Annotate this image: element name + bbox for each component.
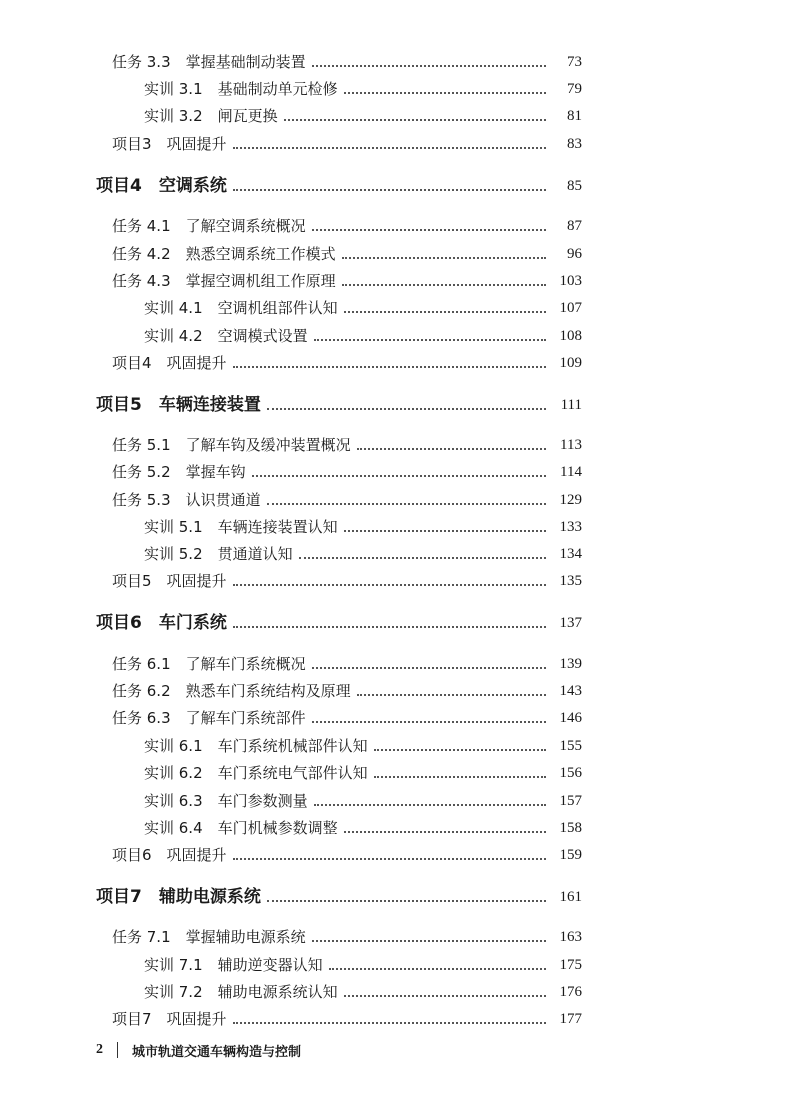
toc-entry-label: 项目7 巩固提升 bbox=[112, 1010, 227, 1028]
page-footer bbox=[96, 1040, 301, 1060]
toc-entry-page: 83 bbox=[567, 136, 582, 152]
toc-entry-task bbox=[0, 458, 790, 482]
toc-entry-label: 项目4 巩固提升 bbox=[112, 354, 227, 372]
toc-entry-label: 实训 3.2 闸瓦更换 bbox=[144, 107, 278, 125]
toc-entry-task bbox=[0, 212, 790, 236]
toc-entry-page: 81 bbox=[567, 108, 582, 124]
dot-leader bbox=[312, 228, 546, 231]
toc-entry-training bbox=[0, 102, 790, 126]
toc-entry-training bbox=[0, 787, 790, 811]
toc-entry-review bbox=[0, 349, 790, 373]
toc-entry-label: 任务 5.3 认识贯通道 bbox=[112, 491, 261, 509]
toc-entry-task bbox=[0, 486, 790, 510]
toc-entry-review bbox=[0, 130, 790, 154]
toc-entry-page: 161 bbox=[559, 889, 582, 905]
toc-entry-label: 任务 6.3 了解车门系统部件 bbox=[112, 709, 306, 727]
toc-entry-label: 项目3 巩固提升 bbox=[112, 135, 227, 153]
toc-entry-label: 项目5 巩固提升 bbox=[112, 572, 227, 590]
dot-leader bbox=[233, 857, 546, 860]
toc-entry-training bbox=[0, 978, 790, 1002]
toc-entry-page: 176 bbox=[559, 984, 582, 1000]
dot-leader bbox=[267, 407, 546, 410]
toc-entry-training bbox=[0, 322, 790, 346]
dot-leader bbox=[344, 91, 546, 94]
toc-entry-page: 137 bbox=[559, 615, 582, 631]
toc-entry-page: 155 bbox=[559, 738, 582, 754]
toc-entry-page: 159 bbox=[559, 847, 582, 863]
dot-leader bbox=[344, 529, 546, 532]
toc-entry-label: 项目4 空调系统 bbox=[96, 176, 227, 196]
toc-entry-label: 实训 6.4 车门机械参数调整 bbox=[144, 819, 338, 837]
dot-leader bbox=[233, 583, 546, 586]
toc-entry-label: 任务 5.1 了解车钩及缓冲装置概况 bbox=[112, 436, 351, 454]
dot-leader bbox=[252, 474, 546, 477]
toc-entry-label: 任务 7.1 掌握辅助电源系统 bbox=[112, 928, 306, 946]
toc-entry-label: 实训 6.2 车门系统电气部件认知 bbox=[144, 764, 368, 782]
toc-entry-label: 实训 5.2 贯通道认知 bbox=[144, 545, 293, 563]
toc-entry-page: 139 bbox=[559, 656, 582, 672]
toc-entry-training bbox=[0, 540, 790, 564]
dot-leader bbox=[344, 994, 546, 997]
footer-book-title: 城市轨道交通车辆构造与控制 bbox=[132, 1044, 302, 1060]
toc-entry-training bbox=[0, 732, 790, 756]
dot-leader bbox=[267, 502, 546, 505]
toc-entry-page: 96 bbox=[567, 246, 582, 262]
toc-entry-project bbox=[0, 883, 790, 907]
toc-entry-page: 129 bbox=[559, 492, 582, 508]
toc-entry-label: 实训 7.2 辅助电源系统认知 bbox=[144, 983, 338, 1001]
toc-entry-review bbox=[0, 1005, 790, 1029]
dot-leader bbox=[374, 775, 546, 778]
toc-entry-label: 实训 4.1 空调机组部件认知 bbox=[144, 299, 338, 317]
toc-entry-project bbox=[0, 391, 790, 415]
toc-entry-training bbox=[0, 759, 790, 783]
toc-entry-page: 163 bbox=[559, 929, 582, 945]
dot-leader bbox=[314, 803, 546, 806]
toc-entry-label: 实训 5.1 车辆连接装置认知 bbox=[144, 518, 338, 536]
dot-leader bbox=[233, 365, 546, 368]
toc-entry-label: 项目5 车辆连接装置 bbox=[96, 395, 261, 415]
toc-entry-page: 107 bbox=[559, 300, 582, 316]
toc-entry-task bbox=[0, 650, 790, 674]
toc-entry-label: 实训 7.1 辅助逆变器认知 bbox=[144, 956, 323, 974]
toc-entry-label: 实训 3.1 基础制动单元检修 bbox=[144, 80, 338, 98]
toc-entry-label: 实训 4.2 空调模式设置 bbox=[144, 327, 308, 345]
toc-entry-project bbox=[0, 609, 790, 633]
toc-entry-label: 任务 5.2 掌握车钩 bbox=[112, 463, 246, 481]
toc-entry-page: 146 bbox=[559, 710, 582, 726]
dot-leader bbox=[342, 283, 546, 286]
dot-leader bbox=[233, 188, 546, 191]
dot-leader bbox=[344, 830, 546, 833]
toc-entry-page: 85 bbox=[567, 178, 582, 194]
toc-entry-task bbox=[0, 48, 790, 72]
toc-entry-page: 156 bbox=[559, 765, 582, 781]
toc-entry-page: 133 bbox=[559, 519, 582, 535]
dot-leader bbox=[233, 625, 546, 628]
toc-entry-label: 项目6 车门系统 bbox=[96, 613, 227, 633]
toc-entry-page: 177 bbox=[559, 1011, 582, 1027]
toc-entry-label: 实训 6.3 车门参数测量 bbox=[144, 792, 308, 810]
toc-entry-page: 114 bbox=[560, 464, 582, 480]
toc-entry-training bbox=[0, 814, 790, 838]
toc-entry-label: 任务 3.3 掌握基础制动装置 bbox=[112, 53, 306, 71]
dot-leader bbox=[344, 310, 546, 313]
dot-leader bbox=[312, 939, 546, 942]
toc-entry-review bbox=[0, 567, 790, 591]
dot-leader bbox=[312, 666, 546, 669]
toc-entry-page: 135 bbox=[559, 573, 582, 589]
toc-entry-task bbox=[0, 240, 790, 264]
toc-entry-page: 87 bbox=[567, 218, 582, 234]
dot-leader bbox=[342, 256, 546, 259]
toc-entry-label: 项目7 辅助电源系统 bbox=[96, 887, 261, 907]
toc-entry-label: 任务 6.1 了解车门系统概况 bbox=[112, 655, 306, 673]
toc-entry-task bbox=[0, 431, 790, 455]
toc-entry-task bbox=[0, 704, 790, 728]
dot-leader bbox=[357, 447, 546, 450]
toc-entry-page: 134 bbox=[559, 546, 582, 562]
dot-leader bbox=[357, 693, 546, 696]
toc-entry-page: 111 bbox=[560, 397, 582, 413]
toc-entry-page: 109 bbox=[559, 355, 582, 371]
dot-leader bbox=[314, 338, 546, 341]
footer-divider bbox=[117, 1042, 118, 1058]
dot-leader bbox=[299, 556, 546, 559]
toc-entry-page: 158 bbox=[559, 820, 582, 836]
toc-entry-label: 任务 6.2 熟悉车门系统结构及原理 bbox=[112, 682, 351, 700]
toc-entry-label: 任务 4.3 掌握空调机组工作原理 bbox=[112, 272, 336, 290]
dot-leader bbox=[233, 1021, 546, 1024]
toc-entry-training bbox=[0, 75, 790, 99]
toc-entry-review bbox=[0, 841, 790, 865]
toc-entry-label: 实训 6.1 车门系统机械部件认知 bbox=[144, 737, 368, 755]
toc-entry-label: 任务 4.1 了解空调系统概况 bbox=[112, 217, 306, 235]
toc-entry-training bbox=[0, 294, 790, 318]
toc-entry-task bbox=[0, 677, 790, 701]
dot-leader bbox=[233, 146, 546, 149]
toc-entry-page: 79 bbox=[567, 81, 582, 97]
toc-entry-training bbox=[0, 513, 790, 537]
footer-page-number: 2 bbox=[96, 1042, 103, 1057]
toc-entry-project bbox=[0, 172, 790, 196]
dot-leader bbox=[312, 64, 546, 67]
dot-leader bbox=[329, 967, 546, 970]
toc-entry-label: 项目6 巩固提升 bbox=[112, 846, 227, 864]
toc-entry-page: 175 bbox=[559, 957, 582, 973]
toc-entry-page: 108 bbox=[559, 328, 582, 344]
toc-entry-task bbox=[0, 267, 790, 291]
dot-leader bbox=[312, 720, 546, 723]
toc-entry-task bbox=[0, 923, 790, 947]
toc-entry-training bbox=[0, 951, 790, 975]
toc-entry-page: 73 bbox=[567, 54, 582, 70]
toc-entry-label: 任务 4.2 熟悉空调系统工作模式 bbox=[112, 245, 336, 263]
dot-leader bbox=[284, 118, 546, 121]
dot-leader bbox=[374, 748, 546, 751]
toc-entry-page: 143 bbox=[559, 683, 582, 699]
dot-leader bbox=[267, 899, 546, 902]
toc-entry-page: 113 bbox=[560, 437, 582, 453]
toc-entry-page: 157 bbox=[559, 793, 582, 809]
toc-entry-page: 103 bbox=[559, 273, 582, 289]
